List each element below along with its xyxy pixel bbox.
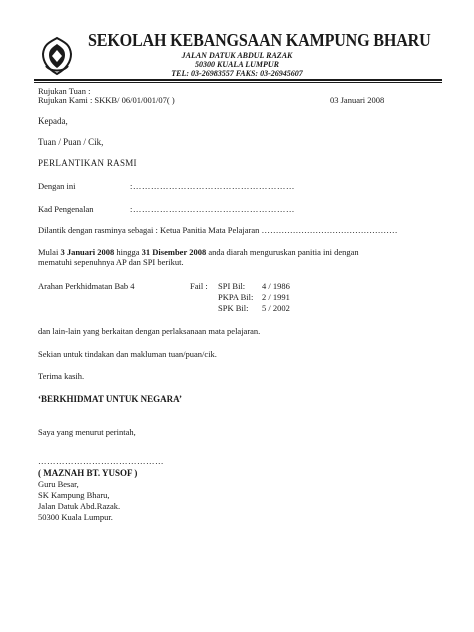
period-prefix: Mulai: [38, 247, 61, 257]
kad-pengenalan-label: Kad Pengenalan: [38, 204, 94, 214]
motto: ‘BERKHIDMAT UNTUK NEGARA’: [38, 394, 183, 404]
signature-line: ……………………………………: [38, 456, 164, 466]
closing-line: Saya yang menurut perintah,: [38, 427, 136, 437]
dengan-ini-label: Dengan ini: [38, 181, 76, 191]
dengan-ini-blank: :………………………………………………: [130, 181, 295, 191]
signatory-street: Jalan Datuk Abd.Razak.: [38, 501, 121, 511]
circular-name: PKPA Bil:: [218, 292, 254, 302]
circular-name: SPK Bil:: [218, 303, 249, 313]
address-line-1: JALAN DATUK ABDUL RAZAK: [181, 51, 293, 60]
paragraph-action: Sekian untuk tindakan dan makluman tuan/puan/cik.: [38, 349, 217, 359]
appointment-line: Dilantik dengan rasminya sebagai : Ketua Panitia Mata Pelajaran …………………………………………: [38, 225, 398, 235]
fail-label: Fail :: [190, 281, 208, 291]
circular-value: 5 / 2002: [262, 303, 290, 313]
signatory-city: 50300 Kuala Lumpur.: [38, 512, 113, 522]
letter-date: 03 Januari 2008: [330, 95, 385, 105]
circular-name: SPI Bil:: [218, 281, 246, 291]
period-suffix: anda diarah menguruskan panitia ini dengan: [206, 247, 359, 257]
period-connector: hingga: [114, 247, 142, 257]
rujukan-kami: Rujukan Kami : SKKB/ 06/01/001/07( ): [38, 95, 175, 105]
school-name: SEKOLAH KEBANGSAAN KAMPUNG BHARU: [88, 30, 431, 50]
period-end-date: 31 Disember 2008: [141, 247, 207, 257]
header-divider: [34, 79, 442, 81]
arahan-label: Arahan Perkhidmatan Bab 4: [38, 281, 135, 291]
recipient-kepada: Kepada,: [38, 116, 68, 126]
contact-line: TEL: 03-26983557 FAKS: 03-26945607: [171, 69, 303, 78]
address-line-2: 50300 KUALA LUMPUR: [194, 60, 279, 69]
signatory-name: ( MAZNAH BT. YUSOF ): [38, 468, 138, 478]
recipient-salutation: Tuan / Puan / Cik,: [38, 137, 104, 147]
rujukan-tuan: Rujukan Tuan :: [38, 86, 91, 96]
kad-pengenalan-blank: :………………………………………………: [130, 204, 295, 214]
signatory-org: SK Kampung Bharu,: [38, 490, 110, 500]
circular-value: 2 / 1991: [262, 292, 290, 302]
appointment-period: [38, 247, 359, 257]
paragraph-related: dan lain-lain yang berkaitan dengan perlaksanaan mata pelajaran.: [38, 326, 261, 336]
appointment-period-line2: mematuhi sepenuhnya AP dan SPI berikut.: [38, 257, 184, 267]
period-start-date: 3 Januari 2008: [60, 247, 115, 257]
circular-value: 4 / 1986: [262, 281, 290, 291]
signatory-title: Guru Besar,: [38, 479, 79, 489]
letter-subject: PERLANTIKAN RASMI: [38, 158, 137, 168]
header-divider-thin: [34, 82, 442, 83]
thanks-line: Terima kasih.: [38, 371, 85, 381]
